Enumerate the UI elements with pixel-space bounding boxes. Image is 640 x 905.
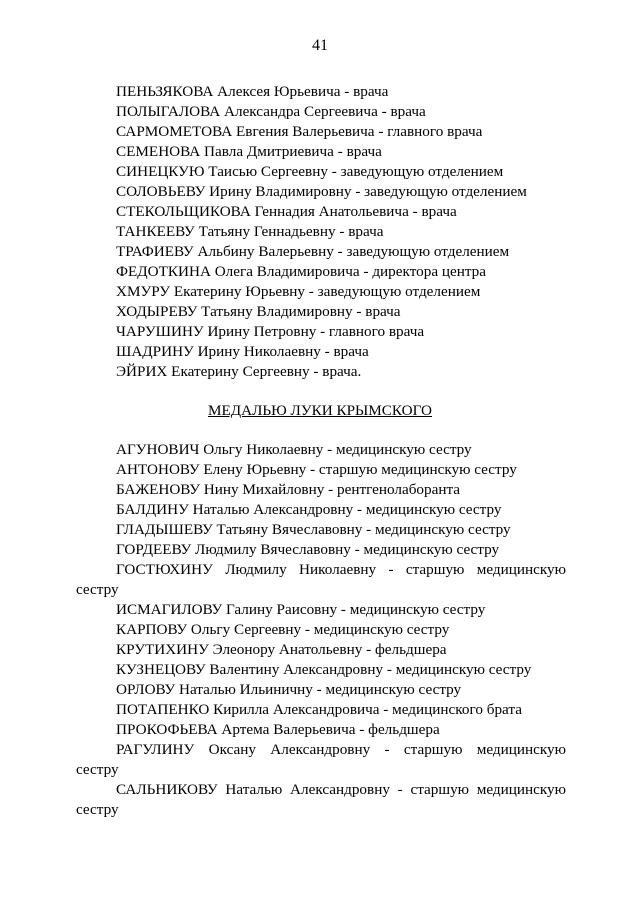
list-item: ОРЛОВУ Наталью Ильиничну - медицинскую сестру	[116, 681, 462, 698]
section-heading: МЕДАЛЬЮ ЛУКИ КРЫМСКОГО	[207, 402, 433, 419]
list-item: ЧАРУШИНУ Ирину Петровну - главного врача	[116, 323, 425, 340]
award-list-doctors	[116, 82, 566, 382]
list-item: СИНЕЦКУЮ Таисью Сергеевну - заведующую отделением	[116, 163, 504, 180]
list-item: ТАНКЕЕВУ Татьяну Геннадьевну - врача	[116, 223, 384, 240]
list-item: ТРАФИЕВУ Альбину Валерьевну - заведующую отделением	[116, 243, 510, 260]
list-item: БАЖЕНОВУ Нину Михайловну - рентгенолаборанта	[116, 481, 461, 498]
page-number: 41	[312, 37, 328, 54]
list-item: ПРОКОФЬЕВА Артема Валерьевича - фельдшера	[116, 721, 440, 738]
list-item: АГУНОВИЧ Ольгу Николаевну - медицинскую сестру	[116, 441, 472, 458]
list-item: ХОДЫРЕВУ Татьяну Владимировну - врача	[116, 303, 401, 320]
list-item-continuation: сестру	[76, 801, 119, 818]
list-item: СЕМЕНОВА Павла Дмитриевича - врача	[116, 143, 382, 160]
list-item: ШАДРИНУ Ирину Николаевну - врача	[116, 343, 369, 360]
list-item: ЭЙРИХ Екатерину Сергеевну - врача.	[116, 363, 362, 380]
list-item: СОЛОВЬЕВУ Ирину Владимировну - заведующую отделением	[116, 183, 527, 200]
list-item-continuation: сестру	[76, 761, 119, 778]
list-item: ПОЛЫГАЛОВА Александра Сергеевича - врача	[116, 103, 426, 120]
list-item: ГЛАДЫШЕВУ Татьяну Вячеславовну - медицинскую сестру	[116, 521, 511, 538]
list-item: ПОТАПЕНКО Кирилла Александровича - медицинского брата	[116, 701, 522, 718]
list-item: КУЗНЕЦОВУ Валентину Александровну - медицинскую сестру	[116, 661, 532, 678]
list-item: ФЕДОТКИНА Олега Владимировича - директора центра	[116, 263, 487, 280]
list-item: КАРПОВУ Ольгу Сергеевну - медицинскую сестру	[116, 621, 450, 638]
list-item: СТЕКОЛЬЩИКОВА Геннадия Анатольевича - врача	[116, 203, 457, 220]
list-item: САРМОМЕТОВА Евгения Валерьевича - главного врача	[116, 123, 483, 140]
list-item: ИСМАГИЛОВУ Галину Раисовну - медицинскую сестру	[116, 601, 486, 618]
list-item: ГОРДЕЕВУ Людмилу Вячеславовну - медицинскую сестру	[116, 541, 500, 558]
list-item: САЛЬНИКОВУ Наталью Александровну - старшую медицинскую	[116, 781, 566, 798]
list-item: БАЛДИНУ Наталью Александровну - медицинскую сестру	[116, 501, 502, 518]
list-item: ПЕНЬЗЯКОВА Алексея Юрьевича - врача	[116, 83, 389, 100]
list-item: РАГУЛИНУ Оксану Александровну - старшую медицинскую	[116, 741, 566, 758]
list-item: КРУТИХИНУ Элеонору Анатольевну - фельдшера	[116, 641, 447, 658]
list-item: ХМУРУ Екатерину Юрьевну - заведующую отделением	[116, 283, 481, 300]
award-list-medal	[76, 440, 566, 820]
list-item: АНТОНОВУ Елену Юрьевну - старшую медицинскую сестру	[116, 461, 517, 478]
list-item: ГОСТЮХИНУ Людмилу Николаевну - старшую медицинскую	[116, 561, 566, 578]
list-item-continuation: сестру	[76, 581, 119, 598]
